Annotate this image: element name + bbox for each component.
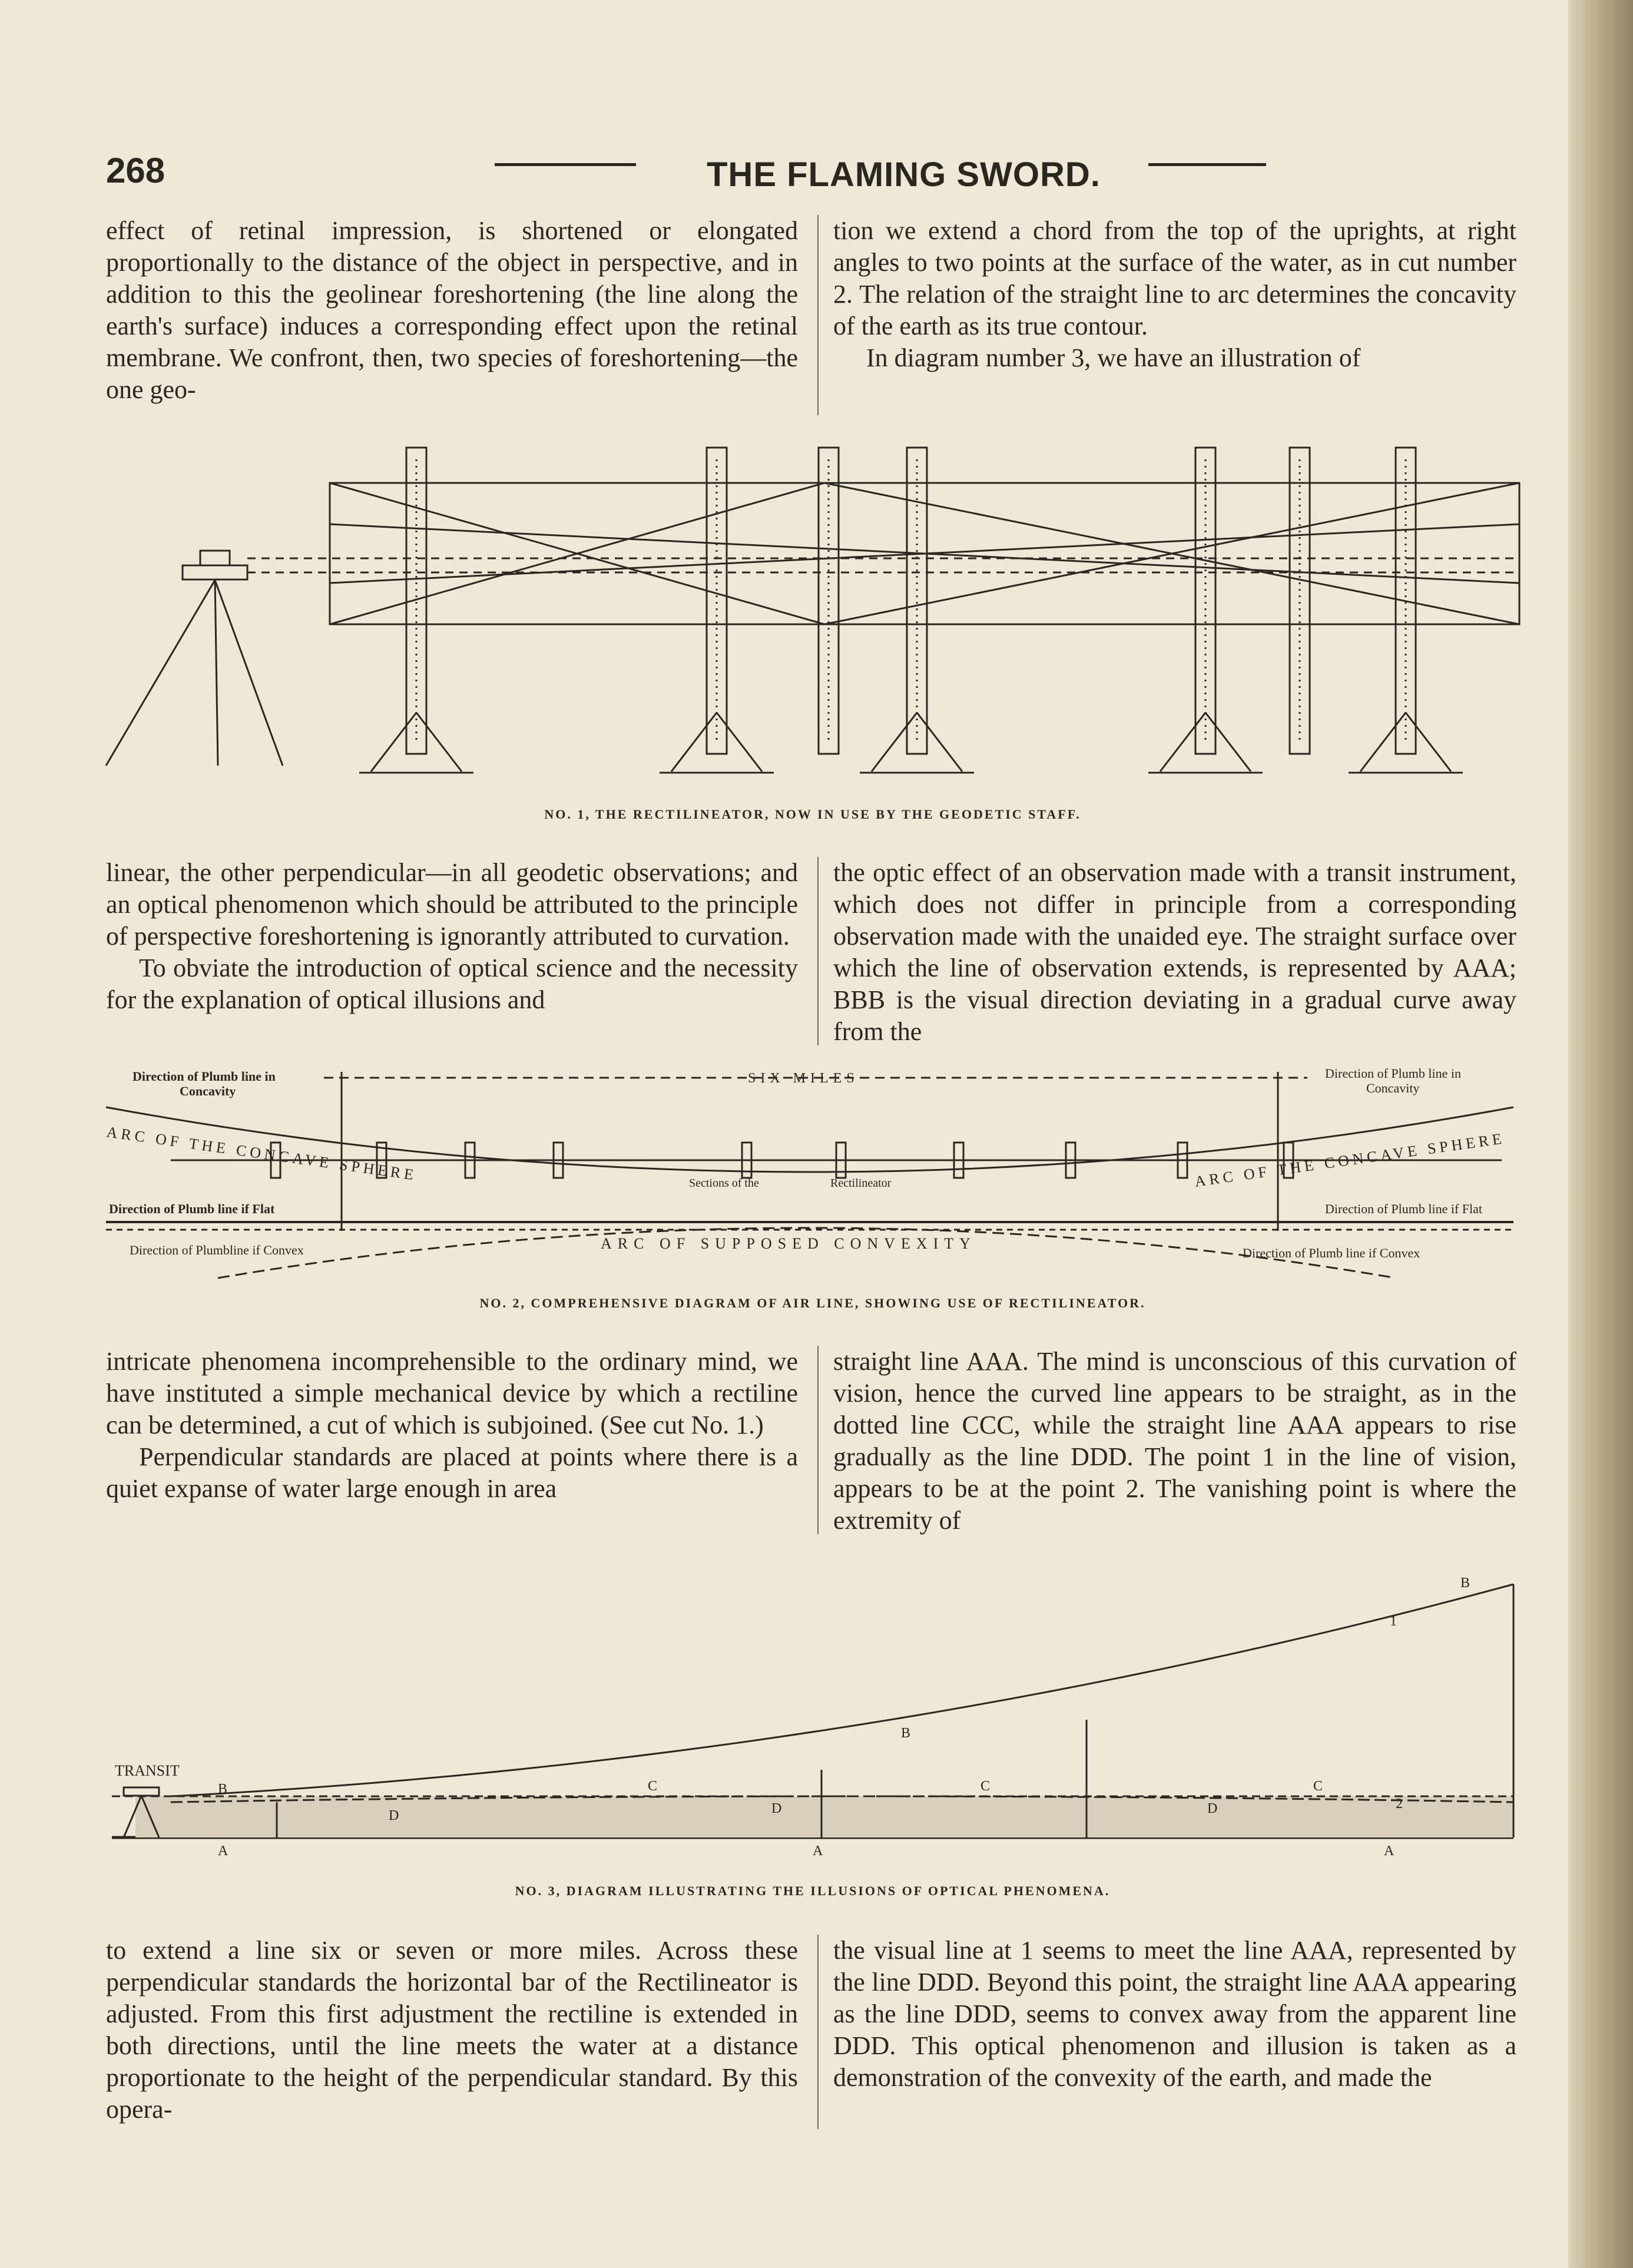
block3-right-text: straight line AAA. The mind is unconscious of this curvation of vision, hence the curved line appears to be straight, as in the dotted line CCC, while the straight line AAA appears to rise gradually as the line DDD. The point 1 in the line of vision, appears to be at the point 2. The vanishing point is where the extremity of bbox=[833, 1347, 1516, 1535]
block2-left-paragraph-2: To obviate the introduction of optical science and the necessity for the explanation of optical illusions and bbox=[106, 953, 798, 1014]
figure-2-caption: NO. 2, COMPREHENSIVE DIAGRAM OF AIR LINE, SHOWING USE OF RECTILINEATOR. bbox=[479, 1296, 1146, 1310]
book-binding-edge bbox=[1568, 0, 1633, 2268]
block4-left-column bbox=[106, 1935, 798, 2125]
label-rectilineator: Rectilineator bbox=[830, 1177, 892, 1190]
label-c1: C bbox=[648, 1779, 658, 1794]
line-bbb bbox=[171, 1584, 1513, 1796]
tripod-leg-left bbox=[106, 580, 215, 766]
running-header bbox=[106, 150, 1519, 209]
standard-5 bbox=[1148, 448, 1263, 773]
label-b3: B bbox=[1460, 1575, 1470, 1591]
block4-right-column bbox=[833, 1935, 1516, 2094]
block2-left-paragraph-1: linear, the other perpendicular—in all geodetic observations; and an optical phenomenon which should be attributed to the principle of perspective foreshortening is ignorantly attributed to curvation. bbox=[106, 858, 798, 951]
label-a1: A bbox=[218, 1843, 228, 1859]
label-a3: A bbox=[1384, 1843, 1394, 1859]
block2-right-column bbox=[833, 857, 1516, 1048]
label-b2: B bbox=[901, 1726, 911, 1741]
label-c2: C bbox=[981, 1779, 991, 1794]
block3-left-paragraph-2: Perpendicular standards are placed at points where there is a quiet expanse of water large enough in area bbox=[106, 1442, 798, 1503]
column-rule bbox=[817, 1935, 819, 2129]
label-concavity-right: Concavity bbox=[1366, 1081, 1420, 1095]
figure-3-optical-illusion-diagram bbox=[100, 1567, 1525, 1873]
label-arc-concave-right: ARC OF THE CONCAVE SPHERE bbox=[1193, 1130, 1506, 1190]
block1-left-column bbox=[106, 215, 798, 406]
block1-right-paragraph-2: In diagram number 3, we have an illustration of bbox=[866, 343, 1361, 372]
water-surface bbox=[135, 1796, 1513, 1837]
block2-left-column bbox=[106, 857, 798, 1016]
figure-2-air-line-diagram bbox=[100, 1060, 1525, 1284]
label-point-2: 2 bbox=[1396, 1796, 1403, 1812]
label-plumb-convex-left: Direction of Plumbline if Convex bbox=[130, 1243, 304, 1257]
tripod-leg-center bbox=[215, 580, 218, 766]
label-sections: Sections of the bbox=[689, 1177, 759, 1190]
standard-3 bbox=[819, 448, 839, 754]
block4-left-text: to extend a line six or seven or more miles. Across these perpendicular standards the horizontal bar of the Rectilineator is adjusted. From this first adjustment the rectiline is extended in both directions, until the line meets the water at a distance proportionate to the height of the perpendicular standard. By this opera- bbox=[106, 1936, 798, 2124]
label-d1: D bbox=[389, 1808, 399, 1823]
label-point-1: 1 bbox=[1390, 1614, 1397, 1629]
page-number: 268 bbox=[106, 151, 165, 190]
block3-left-paragraph-1: intricate phenomena incomprehensible to the ordinary mind, we have instituted a simple mechanical device by which a rectiline can be determined, a cut of which is subjoined. (See cut No. 1.) bbox=[106, 1347, 798, 1439]
label-concavity-left: Concavity bbox=[180, 1084, 236, 1098]
label-b1: B bbox=[218, 1782, 228, 1797]
block2-right-text: the optic effect of an observation made with a transit instrument, which does not differ in principle from a corresponding observation made with the unaided eye. The straight surface over which the line of observation extends, is represented by AAA; BBB is the visual direction deviating in a gradual curve away from the bbox=[833, 858, 1516, 1046]
label-d2: D bbox=[771, 1801, 782, 1816]
block3-right-column bbox=[833, 1346, 1516, 1537]
label-plumb-flat-left: Direction of Plumb line if Flat bbox=[109, 1201, 275, 1216]
block3-left-column bbox=[106, 1346, 798, 1505]
label-six-miles: SIX MILES bbox=[748, 1071, 859, 1086]
standard-4 bbox=[860, 448, 974, 773]
column-rule bbox=[817, 1346, 819, 1534]
column-rule bbox=[817, 857, 819, 1045]
block1-right-column bbox=[833, 215, 1516, 374]
transit-telescope bbox=[200, 551, 230, 565]
header-ornament-left bbox=[495, 163, 636, 166]
block4-right-text: the visual line at 1 seems to meet the line AAA, represented by the line DDD. Beyond this point, the straight line AAA appearing as the line DDD, seems to convex away from the apparent line DDD. This optical phenomenon and illusion is taken as a demonstration of the convexity of the earth, and made the bbox=[833, 1936, 1516, 2092]
figure-1-caption: NO. 1, THE RECTILINEATOR, NOW IN USE BY THE GEODETIC STAFF. bbox=[544, 807, 1081, 822]
label-d3: D bbox=[1207, 1801, 1218, 1816]
header-ornament-right bbox=[1148, 163, 1266, 166]
block1-left-text: effect of retinal impression, is shortened or elongated proportionally to the distance of the object in perspective, and in addition to this the geolinear foreshortening (the line along the earth's surface) induces a corresponding effect upon the retinal membrane. We confront, then, two species of foreshortening—the one geo- bbox=[106, 216, 798, 404]
tripod-leg-right bbox=[215, 580, 283, 766]
block1-right-paragraph-1: tion we extend a chord from the top of the uprights, at right angles to two points at the surface of the water, as in cut number 2. The relation of the straight line to arc determines the concavity of the earth as its true contour. bbox=[833, 216, 1516, 340]
label-transit: TRANSIT bbox=[115, 1762, 180, 1779]
label-plumb-concavity-right: Direction of Plumb line in bbox=[1325, 1066, 1461, 1081]
tripod-head bbox=[183, 565, 247, 580]
standard-2 bbox=[660, 448, 774, 773]
column-rule bbox=[817, 215, 819, 415]
figure-3-caption: NO. 3, DIAGRAM ILLUSTRATING THE ILLUSIONS OF OPTICAL PHENOMENA. bbox=[515, 1883, 1111, 1898]
label-arc-of-supposed-convexity: ARC OF SUPPOSED CONVEXITY bbox=[601, 1235, 976, 1252]
label-arc-concave-left: ARC OF THE CONCAVE SPHERE bbox=[105, 1123, 418, 1184]
label-c3: C bbox=[1313, 1779, 1323, 1794]
label-plumb-flat-right: Direction of Plumb line if Flat bbox=[1325, 1201, 1483, 1216]
label-plumb-concavity-left: Direction of Plumb line in bbox=[133, 1069, 276, 1084]
figure-1-rectilineator bbox=[100, 436, 1525, 789]
standard-6 bbox=[1290, 448, 1310, 754]
label-a2: A bbox=[813, 1843, 823, 1859]
running-title: THE FLAMING SWORD. bbox=[707, 155, 1101, 194]
label-plumb-convex-right: Direction of Plumb line if Convex bbox=[1243, 1246, 1420, 1260]
